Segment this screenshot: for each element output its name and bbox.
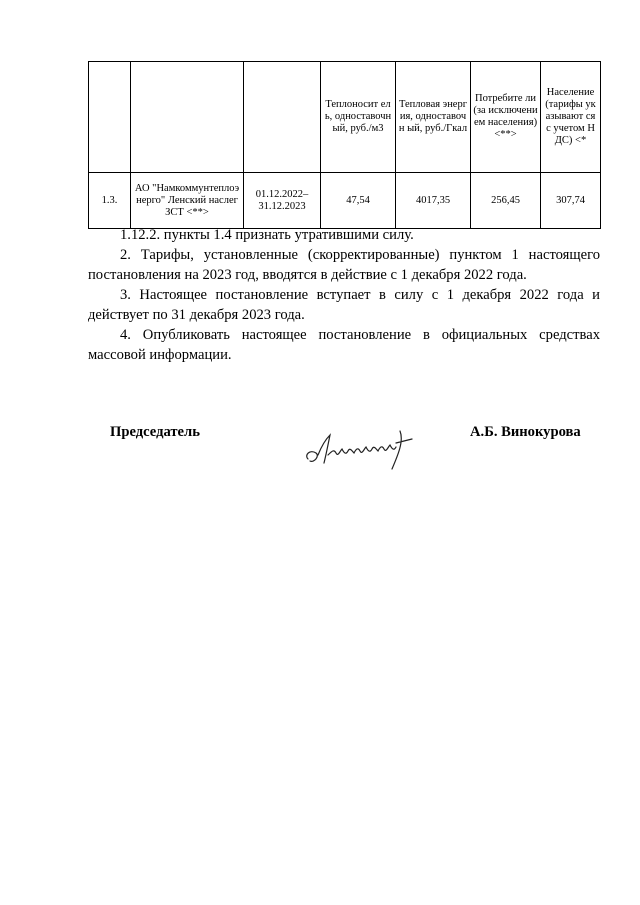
header-cell-population: Население (тарифы указывают ся с учетом НДС) <* xyxy=(541,62,601,173)
cell-period: 01.12.2022– 31.12.2023 xyxy=(244,173,321,229)
cell-heat: 4017,35 xyxy=(396,173,471,229)
cell-consumers: 256,45 xyxy=(471,173,541,229)
table-row xyxy=(89,173,601,229)
paragraph-3: 3. Настоящее постановление вступает в силу с 1 декабря 2022 года и действует по 31 декабря 2023 года. xyxy=(88,287,600,323)
resolution-text xyxy=(88,225,600,365)
cell-org: АО "Намкоммунтеплоэ нерго" Ленский наслег ЗСТ <**> xyxy=(131,173,244,229)
header-cell-org xyxy=(131,62,244,173)
header-cell-heat: Тепловая энергия, одноставочн ый, руб./Гкал xyxy=(396,62,471,173)
chair-position-label: Председатель xyxy=(110,424,200,440)
tariff-table xyxy=(88,61,601,229)
cell-num: 1.3. xyxy=(89,173,131,229)
table-header-row xyxy=(89,62,601,173)
paragraph-1-12-2: 1.12.2. пункты 1.4 признать утратившими силу. xyxy=(120,227,414,243)
cell-population: 307,74 xyxy=(541,173,601,229)
paragraph-4: 4. Опубликовать настоящее постановление в официальных средствах массовой информации. xyxy=(88,327,600,363)
header-cell-period xyxy=(244,62,321,173)
cell-coolant: 47,54 xyxy=(321,173,396,229)
chair-name: А.Б. Винокурова xyxy=(470,424,581,440)
header-cell-consumers: Потребите ли (за исключени ем населения) <**> xyxy=(471,62,541,173)
header-cell-coolant: Теплоносит ель, одноставочн ый, руб./м3 xyxy=(321,62,396,173)
header-cell-num xyxy=(89,62,131,173)
paragraph-2: 2. Тарифы, установленные (скорректированные) пунктом 1 настоящего постановления на 2023 год, вводятся в действие с 1 декабря 2022 года. xyxy=(88,247,600,283)
handwritten-signature xyxy=(300,425,430,475)
